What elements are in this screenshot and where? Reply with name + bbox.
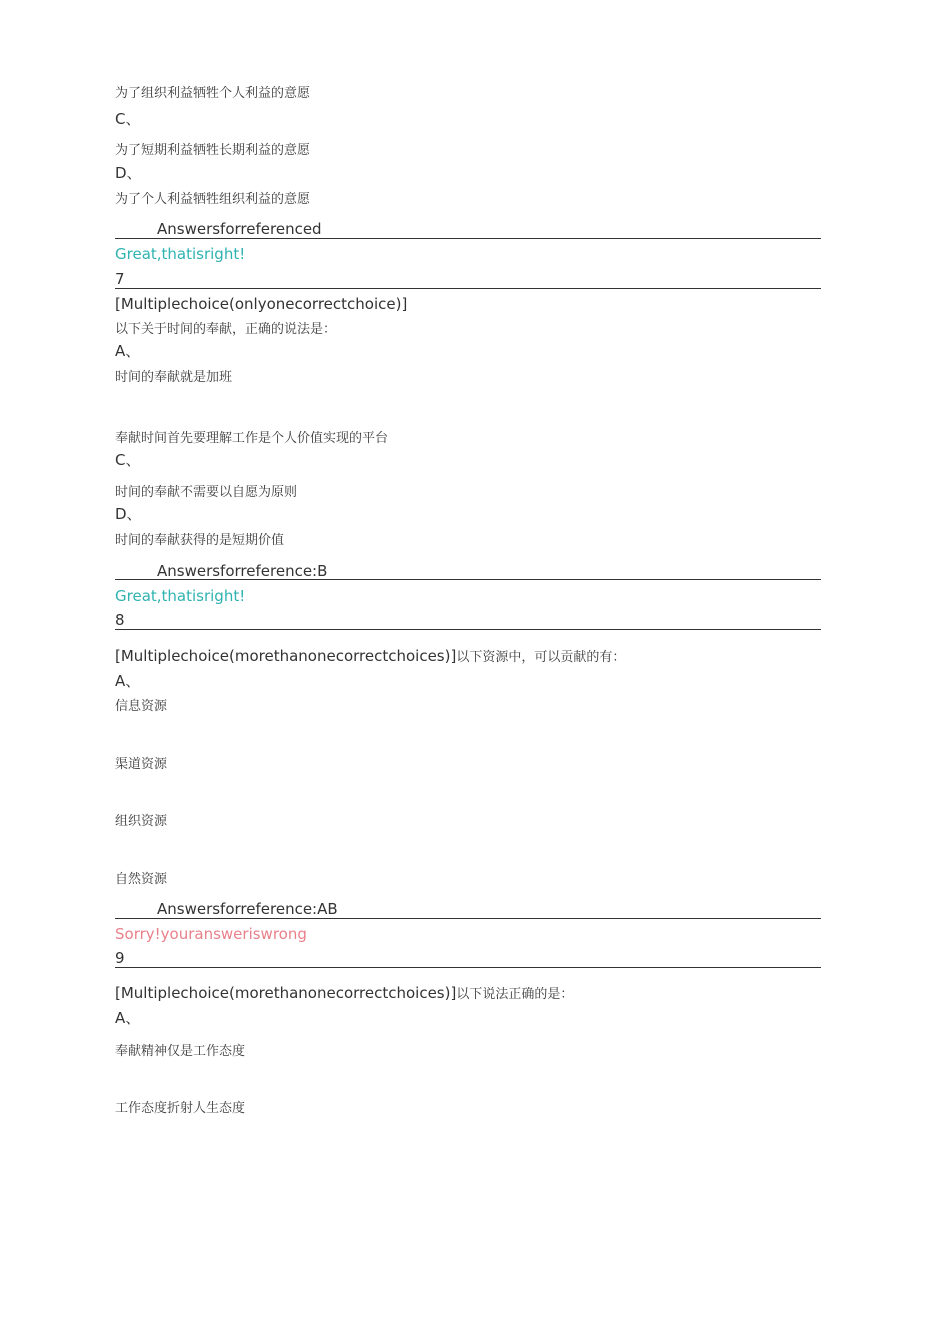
q7-option-c-text: 时间的奉献不需要以自愿为原则	[115, 485, 298, 500]
q7-option-b-text: 奉献时间首先要理解工作是个人价值实现的平台	[115, 431, 389, 446]
q7-stem: 以下关于时间的奉献，正确的说法是：	[115, 322, 337, 337]
q7-feedback: Great,thatisright!	[115, 587, 246, 605]
q8-option-c-text: 组织资源	[115, 814, 168, 829]
q8-stem: 以下资源中，可以贡献的有：	[456, 650, 626, 665]
q7-answer-reference: Answersforreference:B	[157, 562, 328, 580]
q6-feedback: Great,thatisright!	[115, 245, 246, 263]
divider	[115, 238, 821, 239]
divider	[115, 918, 821, 919]
q9-option-b-text: 工作态度折射人生态度	[115, 1101, 246, 1116]
q8-option-a-text: 信息资源	[115, 699, 168, 714]
q6-answer-reference: Answersforreferenced	[157, 220, 322, 238]
q7-option-a-text: 时间的奉献就是加班	[115, 370, 233, 385]
divider	[115, 629, 821, 630]
q8-option-d-text: 自然资源	[115, 872, 168, 887]
divider	[115, 967, 821, 968]
q8-heading	[115, 648, 625, 664]
divider	[115, 288, 821, 289]
q7-option-d-text: 时间的奉献获得的是短期价值	[115, 533, 285, 548]
q8-type: [Multiplechoice(morethanonecorrectchoices)]	[115, 647, 457, 665]
divider	[115, 579, 821, 580]
q8-feedback: Sorry!youransweriswrong	[115, 925, 307, 943]
q7-type: [Multiplechoice(onlyonecorrectchoice)]	[115, 295, 408, 313]
q8-option-b-text: 渠道资源	[115, 757, 168, 772]
q9-option-a-label: A、	[115, 1009, 141, 1027]
q8-answer-reference: Answersforreference:AB	[157, 900, 338, 918]
q9-type: [Multiplechoice(morethanonecorrectchoices)]	[115, 984, 457, 1002]
q9-option-a-text: 奉献精神仅是工作态度	[115, 1044, 246, 1059]
q9-number: 9	[115, 949, 125, 967]
q6-option-c-label: C、	[115, 110, 141, 128]
q9-heading	[115, 985, 573, 1001]
q6-option-d-text: 为了个人利益牺牲组织利益的意愿	[115, 192, 311, 207]
q8-number: 8	[115, 611, 125, 629]
q6-option-c-text: 为了短期利益牺牲长期利益的意愿	[115, 143, 311, 158]
q6-option-b-text: 为了组织利益牺牲个人利益的意愿	[115, 86, 311, 101]
q8-option-a-label: A、	[115, 672, 141, 690]
q9-stem: 以下说法正确的是：	[456, 987, 574, 1002]
q7-number: 7	[115, 270, 125, 288]
q7-option-d-label: D、	[115, 505, 142, 523]
q7-option-a-label: A、	[115, 342, 141, 360]
q6-option-d-label: D、	[115, 164, 142, 182]
q7-option-c-label: C、	[115, 451, 141, 469]
